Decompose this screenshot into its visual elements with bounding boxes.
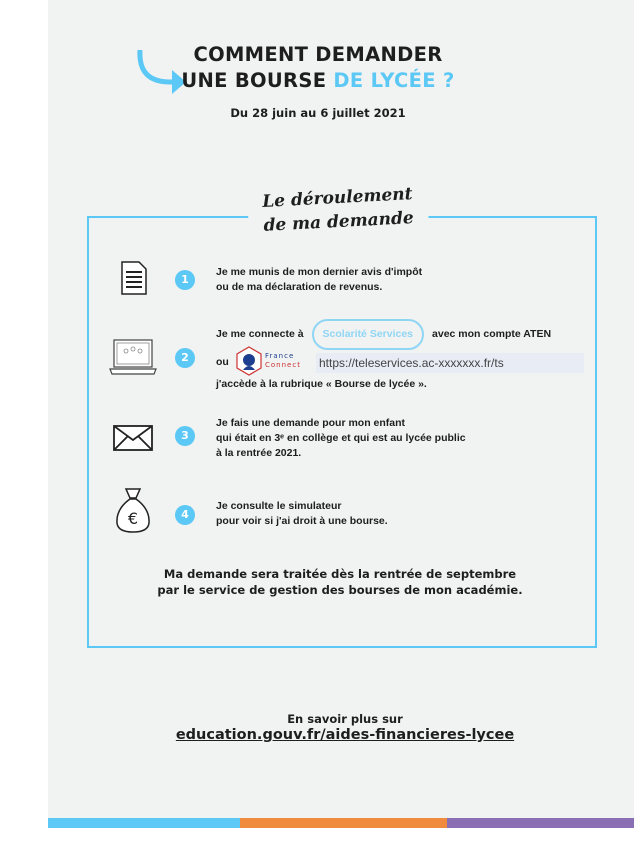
url-field[interactable]: https://teleservices.ac-xxxxxxx.fr/ts [316,353,584,373]
franceconnect-button[interactable] [236,346,312,376]
step-number: 2 [175,348,195,368]
info-link[interactable]: education.gouv.fr/aides-financieres-lycee [175,727,515,743]
fc-label: France [265,352,295,360]
scolarite-services-button[interactable]: Scolarité Services [312,319,424,350]
step-number: 1 [175,270,195,290]
dates: Du 28 juin au 6 juillet 2021 [230,106,406,120]
step-number: 3 [175,426,195,446]
step-2-text: avec mon compte ATEN [432,328,552,340]
step-number: 4 [175,505,195,525]
step-3-text: Je fais une demande pour mon enfant qui était en 3ᵉ en collège et qui est au lycée public à la rentrée 2021. [216,417,466,459]
step-2-text: ou [216,356,229,368]
fc-label: Connect [265,361,301,369]
section-subtitle: Le déroulement de ma demande [247,181,429,238]
step-4-text: Je consulte le simulateur pour voir si j'ai droit à une bourse. [216,500,388,527]
envelope-icon [113,425,153,451]
more-info-label: En savoir plus sur [287,712,403,726]
stripe-orange [240,818,447,828]
money-bag-icon [114,487,152,533]
franceconnect-logo-icon [236,346,262,376]
stripe-blue [48,818,240,828]
page-title: COMMENT DEMANDER UNE BOURSE DE LYCÉE ? [181,43,455,92]
svg-text:€: € [127,509,139,528]
document-icon [120,261,148,295]
laptop-icon [109,339,157,375]
step-2-text: j'accède à la rubrique « Bourse de lycée ». [216,378,427,390]
processing-note: Ma demande sera traitée dès la rentrée de septembre par le service de gestion des bourses de mon académie. [157,567,523,597]
step-2-text: Je me connecte à [216,328,304,340]
step-1-text: Je me munis de mon dernier avis d'impôt ou de ma déclaration de revenus. [216,266,423,293]
stripe-purple [447,818,634,828]
